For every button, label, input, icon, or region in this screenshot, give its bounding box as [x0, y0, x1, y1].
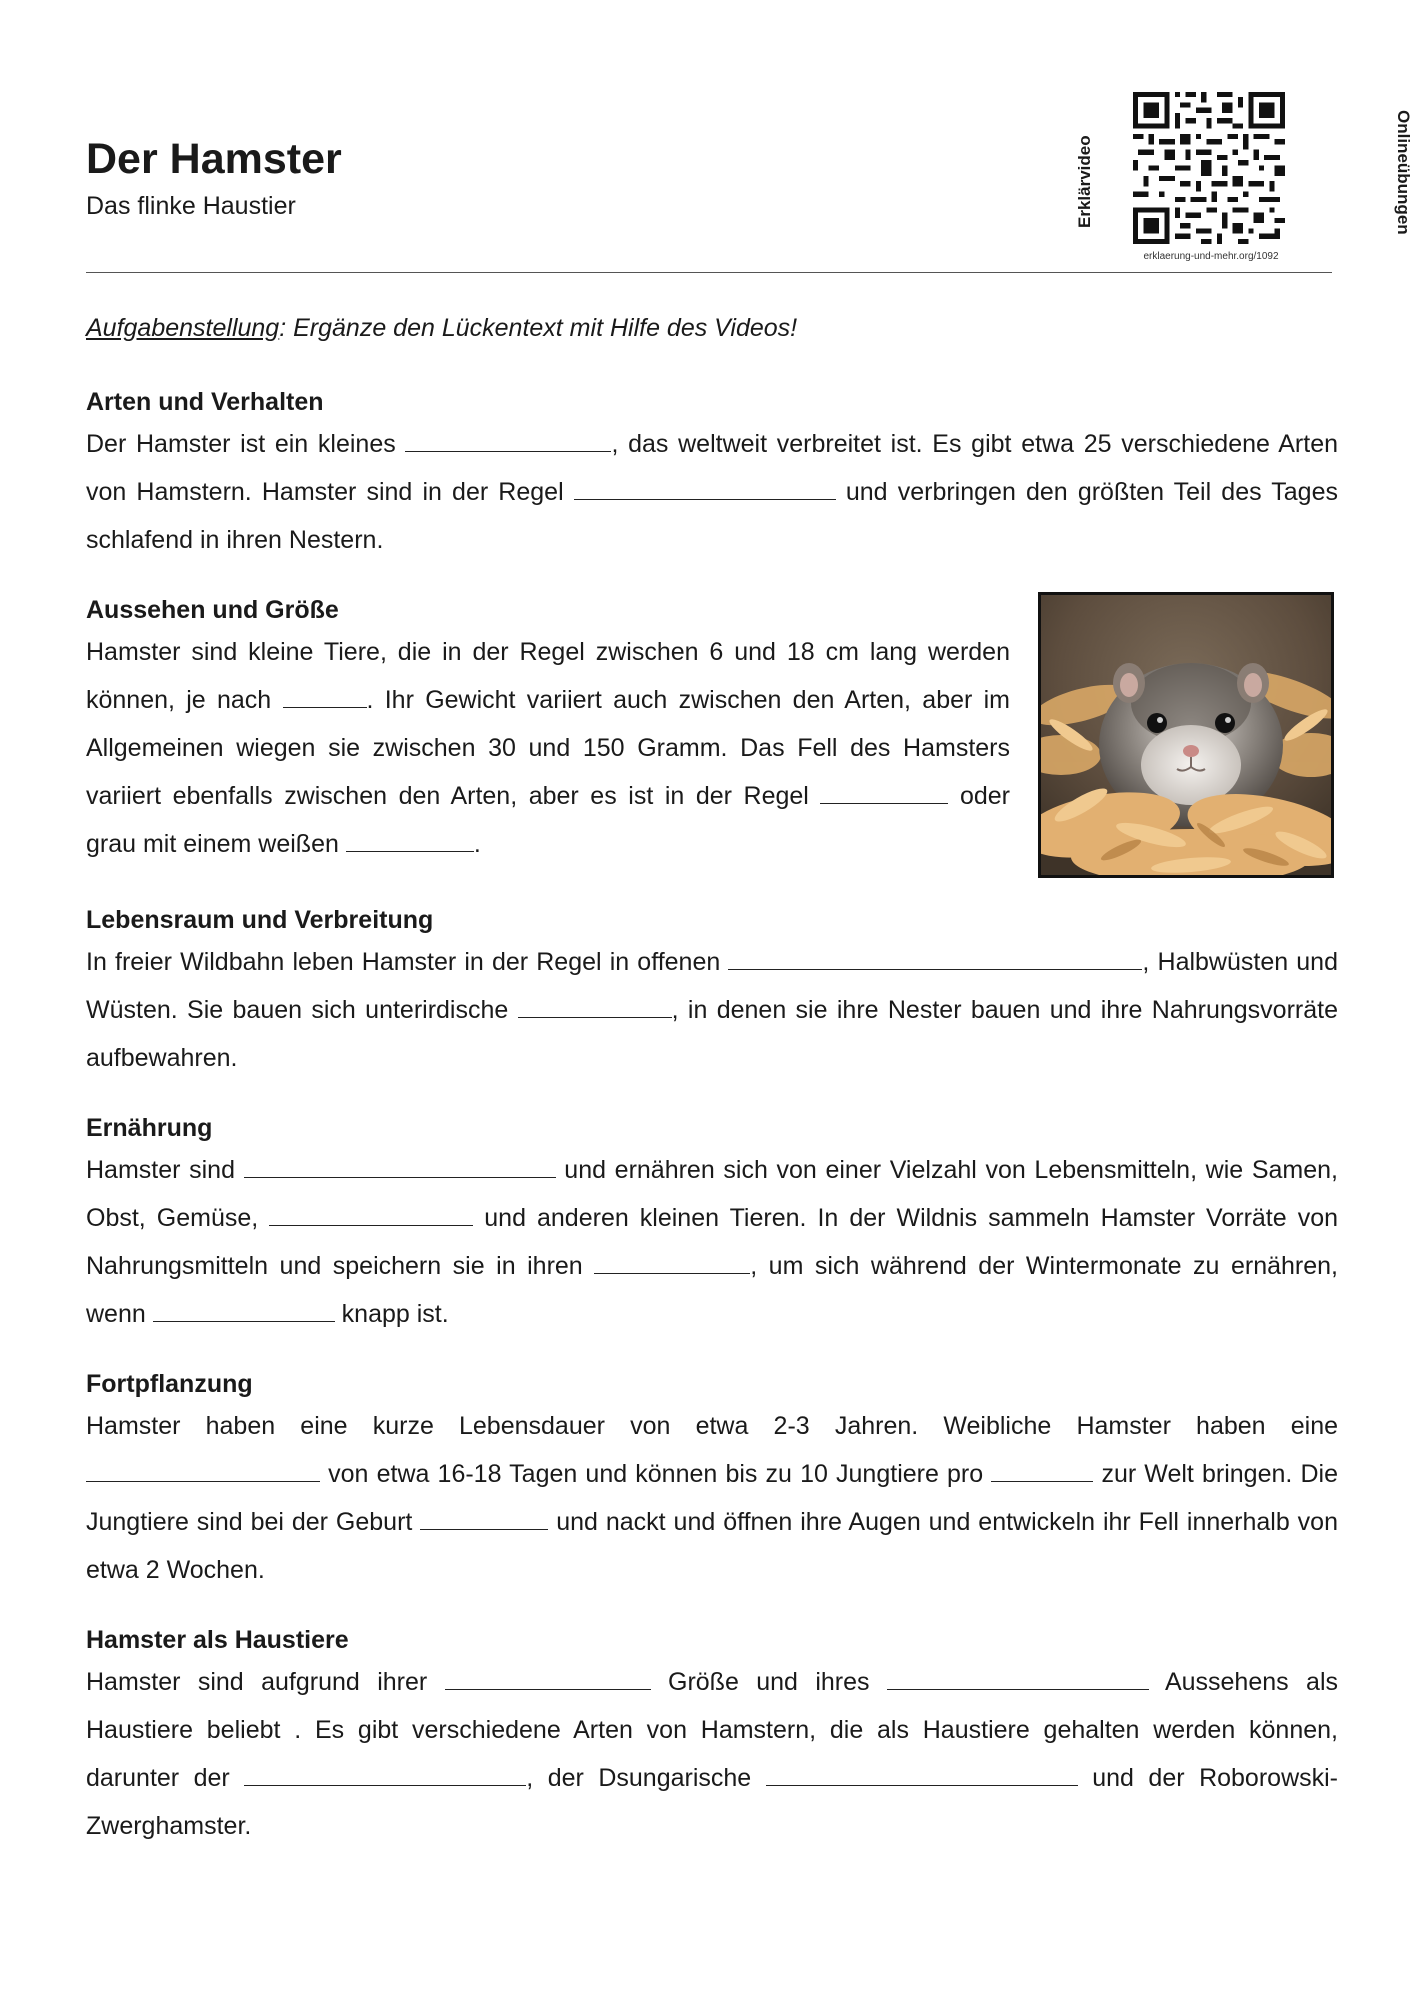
section-text [86, 1402, 1338, 1594]
blank-field[interactable] [153, 1297, 335, 1322]
section-heading: Hamster als Haustiere [86, 1626, 349, 1654]
text-run: , in denen sie ihre Nester bauen und ihre Nahrungsvorräte aufbewahren. [86, 996, 1338, 1072]
blank-field[interactable] [887, 1665, 1149, 1690]
text-run: , Halbwüsten und Wüsten. Sie bauen sich unterirdische [86, 948, 1338, 1024]
qr-label-video: Erklärvideo [1075, 135, 1094, 228]
section-text [86, 1658, 1338, 1850]
blank-field[interactable] [518, 993, 672, 1018]
blank-field[interactable] [86, 1457, 320, 1482]
text-run: knapp ist. [334, 1300, 449, 1328]
section-heading: Aussehen und Größe [86, 596, 339, 624]
section-aussehen [86, 592, 1010, 868]
page-title: Der Hamster [86, 135, 342, 183]
text-run: oder grau mit einem weißen [86, 782, 1010, 858]
section-text [86, 938, 1338, 1082]
task-instruction [86, 314, 797, 343]
blank-field[interactable] [574, 475, 836, 500]
worksheet-page [86, 0, 1413, 2000]
text-run: Der Hamster ist ein kleines [86, 430, 406, 458]
text-run: Hamster sind aufgrund ihrer [86, 1668, 445, 1696]
text-run: Hamster sind [86, 1156, 244, 1184]
text-run: Hamster sind kleine Tiere, die in der Regel zwischen 6 und 18 cm lang werden können, je nach [86, 638, 1010, 714]
blank-field[interactable] [346, 827, 474, 852]
blank-field[interactable] [405, 427, 611, 452]
blank-field[interactable] [766, 1761, 1078, 1786]
text-run: . Ihr Gewicht variiert auch zwischen den Arten, aber im Allgemeinen wiegen sie zwischen 30 und 150 Gramm. Das Fell des Hamsters variiert ebenfalls zwischen den Arten, aber es ist in der Regel [86, 686, 1010, 810]
qr-url[interactable]: erklaerung-und-mehr.org/1092 [1143, 251, 1279, 262]
text-run: Hamster haben eine kurze Lebensdauer von etwa 2-3 Jahren. Weibliche Hamster haben eine [86, 1412, 1338, 1440]
text-run: zur Welt bringen. Die Jungtiere sind bei der Geburt [86, 1460, 1338, 1536]
hamster-image [1041, 595, 1331, 875]
task-label: Aufgabenstellung [86, 314, 280, 342]
text-run: , um sich während der Wintermonate zu ernähren, wenn [86, 1252, 1338, 1328]
blank-field[interactable] [244, 1761, 526, 1786]
blank-field[interactable] [728, 945, 1142, 970]
section-lebensraum [86, 902, 1338, 1082]
header-divider [86, 272, 1332, 273]
section-text [86, 1146, 1338, 1338]
section-fortpflanzung [86, 1366, 1338, 1594]
text-run: und anderen kleinen Tieren. In der Wildnis sammeln Hamster Vorräte von Nahrungsmitteln und speichern sie in ihren [86, 1204, 1338, 1280]
section-haustiere [86, 1622, 1338, 1850]
blank-field[interactable] [445, 1665, 651, 1690]
text-run: . [473, 830, 481, 858]
section-heading: Lebensraum und Verbreitung [86, 906, 434, 934]
blank-field[interactable] [269, 1201, 473, 1226]
task-text: : Ergänze den Lückentext mit Hilfe des Videos! [279, 314, 798, 342]
qr-code-icon[interactable] [1133, 92, 1285, 244]
section-arten [86, 384, 1338, 564]
section-heading: Arten und Verhalten [86, 388, 324, 416]
text-run: und verbringen den größten Teil des Tages schlafend in ihren Nestern. [86, 478, 1338, 554]
text-run: Größe und ihres [650, 1668, 887, 1696]
hamster-photo [1038, 592, 1334, 878]
text-run: Aussehens als Haustiere beliebt . Es gibt verschiedene Arten von Hamstern, die als Haustiere gehalten werden können, darunter der [86, 1668, 1338, 1792]
blank-field[interactable] [420, 1505, 548, 1530]
text-run: , das weltweit verbreitet ist. Es gibt etwa 25 verschiedene Arten von Hamstern. Hamster sind in der Regel [86, 430, 1338, 506]
section-ernaehrung [86, 1110, 1338, 1338]
qr-label-exercises: Onlineübungen [1394, 110, 1413, 235]
blank-field[interactable] [244, 1153, 556, 1178]
text-run: , der Dsungarische [526, 1764, 766, 1792]
section-text [86, 420, 1338, 564]
blank-field[interactable] [991, 1457, 1093, 1482]
text-run: und der Roborowski-Zwerghamster. [86, 1764, 1338, 1840]
section-text [86, 628, 1010, 868]
blank-field[interactable] [283, 683, 367, 708]
section-heading: Ernährung [86, 1114, 213, 1142]
blank-field[interactable] [820, 779, 948, 804]
text-run: In freier Wildbahn leben Hamster in der Regel in offenen [86, 948, 729, 976]
page-subtitle: Das flinke Haustier [86, 192, 296, 220]
section-heading: Fortpflanzung [86, 1370, 253, 1398]
text-run: und ernähren sich von einer Vielzahl von Lebensmitteln, wie Samen, Obst, Gemüse, [86, 1156, 1338, 1232]
text-run: von etwa 16-18 Tagen und können bis zu 10 Jungtiere pro [320, 1460, 992, 1488]
text-run: und nackt und öffnen ihre Augen und entwickeln ihr Fell innerhalb von etwa 2 Wochen. [86, 1508, 1338, 1584]
blank-field[interactable] [594, 1249, 750, 1274]
